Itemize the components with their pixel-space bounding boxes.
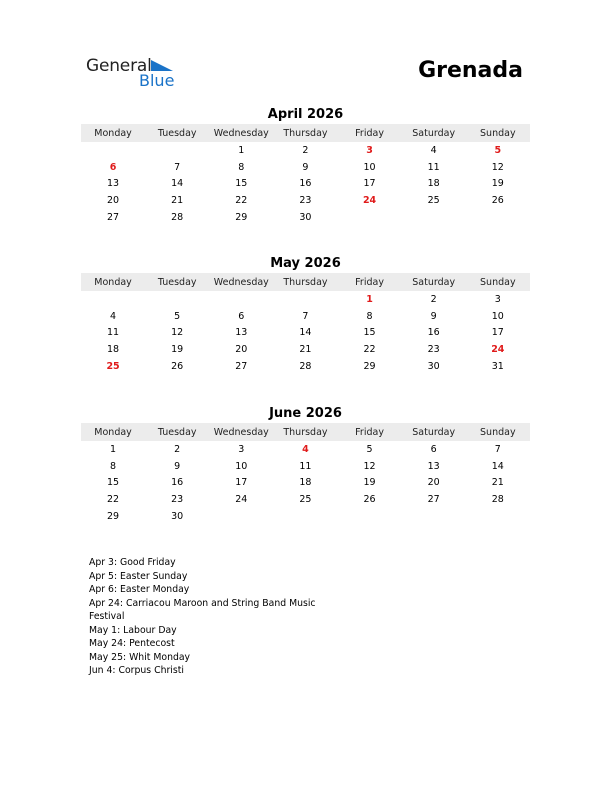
holiday-item: May 24: Pentecost	[89, 638, 175, 649]
day-cell: 16	[427, 327, 440, 339]
holiday-item: May 1: Labour Day	[89, 624, 177, 636]
day-cell: 1	[238, 144, 245, 156]
day-cell: 20	[235, 344, 248, 356]
day-cell: 16	[299, 178, 312, 190]
logo-general-text: General	[86, 56, 152, 76]
day-cell: 24	[491, 344, 505, 356]
weekday-label: Tuesday	[157, 276, 197, 288]
month-april	[81, 106, 530, 226]
day-cell: 20	[427, 477, 440, 489]
day-cell: 8	[366, 310, 373, 322]
day-cell: 3	[366, 144, 373, 156]
day-cell: 23	[171, 494, 184, 506]
weekday-label: Thursday	[283, 276, 328, 288]
week-row	[81, 491, 530, 508]
day-cell: 8	[238, 161, 245, 173]
day-cell: 18	[427, 178, 440, 190]
day-cell: 27	[107, 212, 120, 224]
day-cell: 28	[491, 494, 504, 506]
weekday-label: Sunday	[480, 276, 516, 288]
week-row	[81, 458, 530, 475]
week-row	[81, 341, 530, 358]
day-cell: 23	[427, 344, 440, 356]
day-cell: 14	[491, 460, 504, 472]
week-row	[81, 176, 530, 193]
holiday-item: Festival	[89, 611, 125, 622]
day-cell: 9	[430, 310, 437, 322]
day-cell: 2	[430, 293, 437, 305]
weekday-header-row	[81, 423, 530, 441]
day-cell: 11	[427, 161, 440, 173]
day-cell: 17	[491, 327, 504, 339]
weekday-label: Saturday	[412, 127, 456, 139]
day-cell: 19	[171, 344, 184, 356]
day-cell: 13	[427, 460, 440, 472]
day-cell: 26	[171, 361, 184, 373]
day-cell: 13	[235, 327, 248, 339]
month-title: April 2026	[267, 107, 344, 122]
day-cell: 9	[302, 161, 309, 173]
holiday-item: Apr 5: Easter Sunday	[89, 570, 188, 582]
holiday-item: Jun 4: Corpus Christi	[89, 665, 184, 676]
day-cell: 14	[299, 327, 312, 339]
week-row	[81, 159, 530, 176]
weekday-label: Thursday	[283, 127, 328, 139]
day-cell: 25	[427, 195, 440, 207]
day-cell: 27	[427, 494, 440, 506]
day-cell: 2	[302, 144, 309, 156]
day-cell: 21	[171, 195, 184, 207]
day-cell: 24	[362, 195, 377, 207]
logo-blue-text: Blue	[139, 71, 175, 90]
week-row	[81, 192, 530, 209]
weekday-header-row	[81, 273, 530, 291]
day-cell: 5	[494, 144, 502, 156]
weekday-label: Sunday	[480, 127, 516, 139]
day-cell: 15	[107, 477, 120, 489]
day-cell: 31	[491, 361, 504, 373]
week-row	[81, 508, 530, 525]
day-cell: 11	[299, 460, 312, 472]
day-cell: 1	[366, 293, 373, 305]
day-cell: 21	[299, 344, 312, 356]
weekday-label: Wednesday	[213, 426, 269, 438]
day-cell: 12	[171, 327, 184, 339]
weekday-label: Wednesday	[213, 276, 269, 288]
day-cell: 24	[235, 494, 248, 506]
day-cell: 5	[366, 443, 373, 455]
generalblue-logo	[86, 56, 186, 92]
day-cell: 29	[107, 511, 120, 523]
week-row	[81, 308, 530, 325]
holiday-item: Apr 6: Easter Monday	[89, 584, 190, 595]
month-june	[81, 405, 530, 525]
day-cell: 12	[491, 161, 504, 173]
weekday-label: Monday	[94, 276, 132, 288]
day-cell: 19	[491, 178, 504, 190]
month-may	[81, 255, 530, 375]
day-cell: 10	[235, 460, 248, 472]
month-title: June 2026	[269, 406, 342, 421]
weekday-label: Monday	[94, 426, 132, 438]
day-cell: 7	[494, 443, 501, 455]
day-cell: 22	[107, 494, 120, 506]
weekday-label: Saturday	[412, 276, 456, 288]
week-row	[81, 358, 530, 375]
day-cell: 5	[174, 310, 181, 322]
weekday-label: Wednesday	[213, 127, 269, 139]
day-cell: 30	[299, 212, 312, 224]
day-cell: 13	[107, 178, 120, 190]
weekday-label: Thursday	[283, 426, 328, 438]
day-cell: 10	[363, 161, 376, 173]
weekday-label: Saturday	[412, 426, 456, 438]
week-row	[81, 291, 530, 308]
day-cell: 6	[430, 443, 437, 455]
weekday-label: Tuesday	[157, 426, 197, 438]
day-cell: 15	[235, 178, 248, 190]
day-cell: 3	[494, 293, 501, 305]
day-cell: 20	[107, 195, 120, 207]
month-title: May 2026	[270, 256, 341, 271]
day-cell: 1	[110, 443, 117, 455]
day-cell: 9	[174, 460, 181, 472]
day-cell: 11	[107, 327, 120, 339]
day-cell: 8	[110, 460, 117, 472]
day-cell: 3	[238, 443, 245, 455]
day-cell: 7	[302, 310, 309, 322]
day-cell: 26	[363, 494, 376, 506]
country-title: Grenada	[418, 58, 523, 83]
day-cell: 27	[235, 361, 248, 373]
day-cell: 14	[171, 178, 184, 190]
weekday-header-row	[81, 124, 530, 142]
day-cell: 17	[235, 477, 248, 489]
day-cell: 2	[174, 443, 181, 455]
day-cell: 18	[107, 344, 120, 356]
day-cell: 22	[235, 195, 248, 207]
day-cell: 25	[299, 494, 312, 506]
day-cell: 16	[171, 477, 184, 489]
day-cell: 28	[299, 361, 312, 373]
day-cell: 30	[171, 511, 184, 523]
logo-triangle-icon	[151, 60, 173, 71]
day-cell: 17	[363, 178, 376, 190]
weekday-label: Tuesday	[157, 127, 197, 139]
weekday-label: Friday	[355, 426, 384, 438]
day-cell: 28	[171, 212, 184, 224]
day-cell: 23	[299, 195, 312, 207]
day-cell: 15	[363, 327, 376, 339]
holiday-item: Apr 3: Good Friday	[89, 557, 176, 568]
holiday-item: May 25: Whit Monday	[89, 651, 191, 663]
day-cell: 25	[106, 361, 120, 373]
day-cell: 6	[109, 161, 117, 173]
week-row	[81, 441, 530, 458]
day-cell: 19	[363, 477, 376, 489]
weekday-label: Sunday	[480, 426, 516, 438]
day-cell: 4	[110, 310, 117, 322]
day-cell: 10	[491, 310, 504, 322]
day-cell: 29	[235, 212, 248, 224]
day-cell: 18	[299, 477, 312, 489]
week-row	[81, 142, 530, 159]
day-cell: 21	[491, 477, 504, 489]
weekday-label: Monday	[94, 127, 132, 139]
week-row	[81, 325, 530, 342]
day-cell: 26	[491, 195, 504, 207]
day-cell: 6	[238, 310, 245, 322]
week-row	[81, 209, 530, 226]
week-row	[81, 475, 530, 492]
holiday-item: Apr 24: Carriacou Maroon and String Band Music	[89, 597, 316, 609]
weekday-label: Friday	[355, 127, 384, 139]
day-cell: 12	[363, 460, 376, 472]
weekday-label: Friday	[355, 276, 384, 288]
day-cell: 7	[174, 161, 181, 173]
day-cell: 4	[302, 443, 309, 455]
day-cell: 4	[430, 144, 437, 156]
day-cell: 30	[427, 361, 440, 373]
holiday-list	[89, 556, 329, 678]
day-cell: 29	[363, 361, 376, 373]
day-cell: 22	[363, 344, 376, 356]
